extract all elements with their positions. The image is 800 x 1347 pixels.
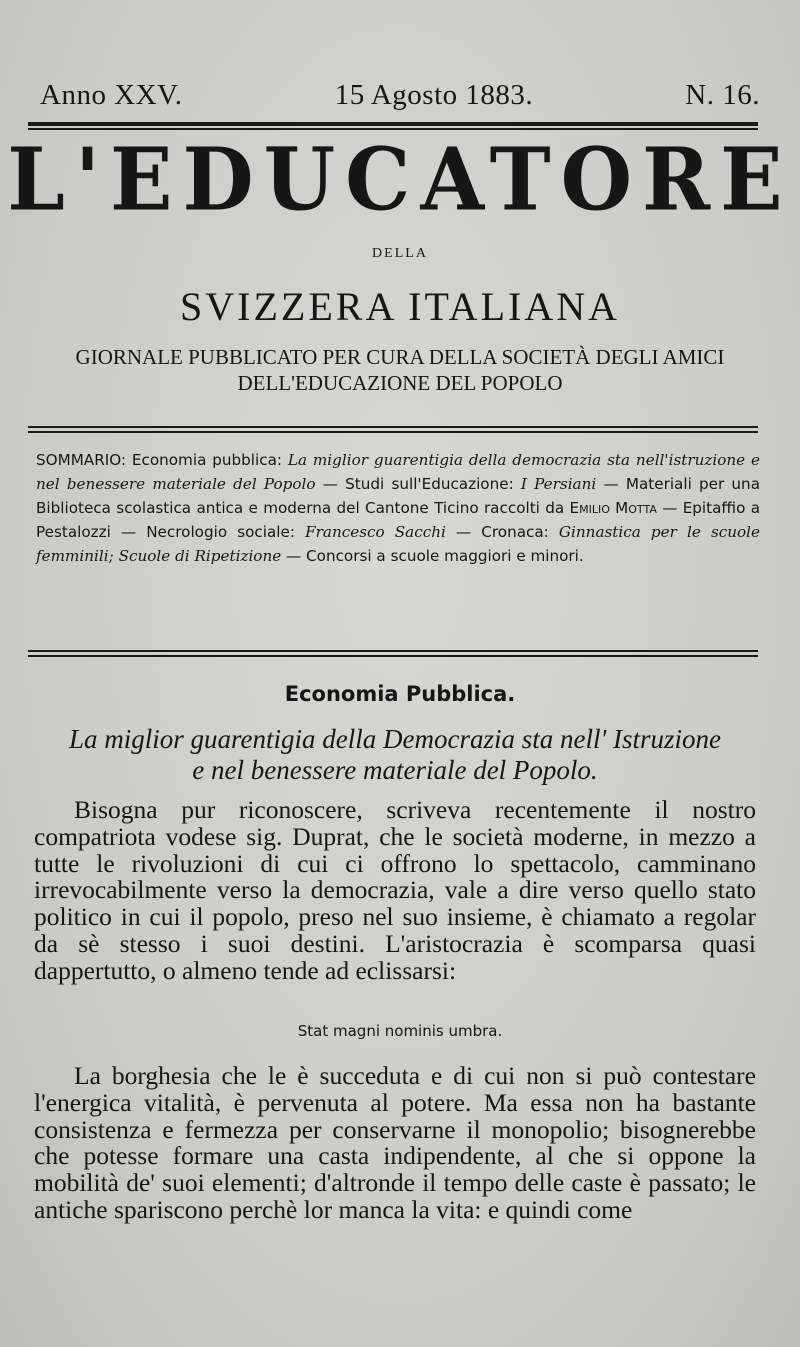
toc-concorsi: — Concorsi a scuole maggiori e minori. [286, 547, 584, 565]
masthead-rule [28, 122, 758, 126]
newspaper-subtitle: SVIZZERA ITALIANA [180, 284, 620, 329]
header-rule-thin [28, 431, 758, 433]
tagline-line-1: GIORNALE PUBBLICATO PER CURA DELLA SOCIETÀ DEGLI AMICI [75, 345, 725, 369]
article-paragraph-2: La borghesia che le è succeduta e di cui non si può contestare l'energica vitalità, è pervenuta al potere. Ma essa non ha bastante consistenza e fermezza per conservarne il monopolio; bisognerebbe che potesse formare una casta indipendente, al che si oppone la mobilità de' suoi elementi; d'altronde il tempo delle caste è passato; le antiche spariscono perchè lor manca la vita: e quindi come [34, 1061, 756, 1224]
volume-year: Anno XXV. [40, 78, 183, 111]
toc-cronaca-items: Ginnastica per le scuole femminili; Scuole di Ripetizione [36, 523, 761, 565]
issue-number: N. 16. [685, 78, 760, 111]
toc-materiali: — Materiali per una Biblioteca scolastica antica e moderna del Cantone Ticino raccolti da [36, 475, 760, 517]
toc-section-cronaca: — Cronaca: [455, 523, 549, 541]
header-rule [28, 426, 758, 428]
tagline-line-2: DELL'EDUCAZIONE DEL POPOLO [237, 371, 563, 395]
article-paragraph-1: Bisogna pur riconoscere, scriveva recentemente il nostro compatriota vodese sig. Duprat, che le società moderne, in mezzo a tutte le rivoluzioni di cui ci offrono lo spettacolo, camminano irrevocabilmente verso la democrazia, vale a dire verso quello stato politico in cui il popolo, preso nel suo insieme, è chiamato a regolar da sè stesso i suoi destini. L'aristocrazia è scomparsa quasi dappertutto, o almeno tende ad eclissarsi: [34, 795, 756, 985]
newspaper-title: L'EDUCATORE [7, 129, 793, 231]
newspaper-tagline [40, 344, 760, 396]
issue-date: 15 Agosto 1883. [334, 78, 534, 111]
section-heading: Economia Pubblica. [284, 682, 516, 706]
sommario-label: SOMMARIO: [36, 451, 127, 469]
toc-section-economia: Economia pubblica: [131, 451, 283, 469]
toc-epitaffio-necrologio: — Epitaffio a Pestalozzi — Necrologio sociale: [36, 499, 761, 541]
latin-quote: Stat magni nominis umbra. [297, 1022, 503, 1040]
toc-author: Emilio Motta [569, 499, 657, 517]
masthead-line [40, 78, 760, 112]
sommario-rule [28, 650, 758, 652]
article-title [30, 724, 760, 786]
table-of-contents [36, 448, 760, 568]
toc-necrology-name: Francesco Sacchi [305, 523, 446, 541]
toc-persiani: I Persiani [520, 475, 597, 493]
article-title-line-2: e nel benessere materiale del Popolo. [192, 755, 598, 785]
article-title-line-1: La miglior guarentigia della Democrazia sta nell' Istruzione [68, 724, 721, 754]
toc-section-studi: — Studi sull'Educazione: [322, 475, 514, 493]
title-della: DELLA [372, 246, 428, 261]
toc-article-title: La miglior guarentigia della democrazia sta nell'istruzione e nel benessere materiale del Popolo [36, 451, 761, 493]
sommario-rule-thin [28, 655, 758, 657]
